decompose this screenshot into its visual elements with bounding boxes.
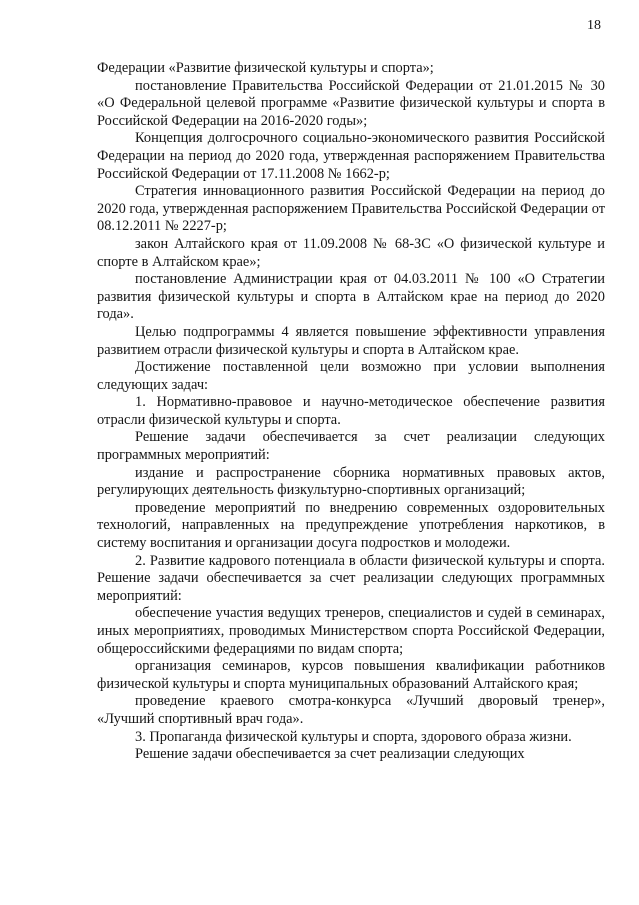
paragraph-altai-law: закон Алтайского края от 11.09.2008 № 68-ЗС «О физической культуре и спорте в Алтайском крае»; bbox=[97, 235, 605, 270]
paragraph-task-1: 1. Нормативно-правовое и научно-методическое обеспечение развития отрасли физической культуры и спорта. bbox=[97, 394, 605, 428]
paragraph-continuation: Федерации «Развитие физической культуры и спорта»; bbox=[97, 60, 434, 76]
paragraph-tasks-intro: Достижение поставленной цели возможно при условии выполнения следующих задач: bbox=[97, 359, 605, 393]
paragraph-task-2-measure-3: проведение краевого смотра-конкурса «Лучший дворовый тренер», «Лучший спортивный врач года». bbox=[97, 693, 605, 727]
paragraph-task-3: 3. Пропаганда физической культуры и спорта, здорового образа жизни. bbox=[135, 728, 572, 745]
paragraph-task-3-solution: Решение задачи обеспечивается за счет реализации следующих bbox=[135, 746, 525, 763]
paragraph-task-1-measure-1: издание и распространение сборника нормативных правовых актов, регулирующих деятельность физкультурно-спортивных организаций; bbox=[97, 464, 605, 499]
paragraph-task-1-measure-2: проведение мероприятий по внедрению современных оздоровительных технологий, направленных на предупреждение употребления наркотиков, в систему воспитания и организации досуга подростков и молодежи. bbox=[97, 499, 605, 552]
paragraph-subprogram-goal: Целью подпрограммы 4 является повышение эффективности управления развитием отрасли физической культуры и спорта в Алтайском крае. bbox=[97, 323, 605, 358]
page-number: 18 bbox=[587, 18, 601, 33]
paragraph-innovation-strategy: Стратегия инновационного развития Российской Федерации на период до 2020 года, утвержденная распоряжением Правительства Российской Федерации от 08.12.2011 № 2227-р; bbox=[97, 183, 605, 235]
paragraph-task-1-solution: Решение задачи обеспечивается за счет реализации следующих программных мероприятий: bbox=[97, 429, 605, 464]
paragraph-task-2-measure-2: организация семинаров, курсов повышения квалификации работников физической культуры и спорта муниципальных образований Алтайского края; bbox=[97, 658, 605, 692]
paragraph-long-term-concept: Концепция долгосрочного социально-экономического развития Российской Федерации на период до 2020 года, утвержденная распоряжением Правительства Российской Федерации от 17.11.2008 № 1662-р; bbox=[97, 130, 605, 182]
paragraph-task-2-measure-1: обеспечение участия ведущих тренеров, специалистов и судей в семинарах, иных мероприятиях, проводимых Министерством спорта Российской Федерации, общероссийскими федерациями по видам спорта; bbox=[97, 605, 605, 657]
paragraph-government-resolution-2015: постановление Правительства Российской Федерации от 21.01.2015 № 30 «О Федеральной целевой программе «Развитие физической культуры и спорта в Российской Федерации на 2016-2020 годы»; bbox=[97, 77, 605, 129]
document-body bbox=[97, 60, 605, 764]
paragraph-task-2: 2. Развитие кадрового потенциала в области физической культуры и спорта. Решение задачи обеспечивается за счет реализации следующих программных мероприятий: bbox=[97, 552, 605, 604]
paragraph-administration-resolution: постановление Администрации края от 04.03.2011 № 100 «О Стратегии развития физической культуры и спорта в Алтайском крае на период до 2020 года». bbox=[97, 271, 605, 323]
